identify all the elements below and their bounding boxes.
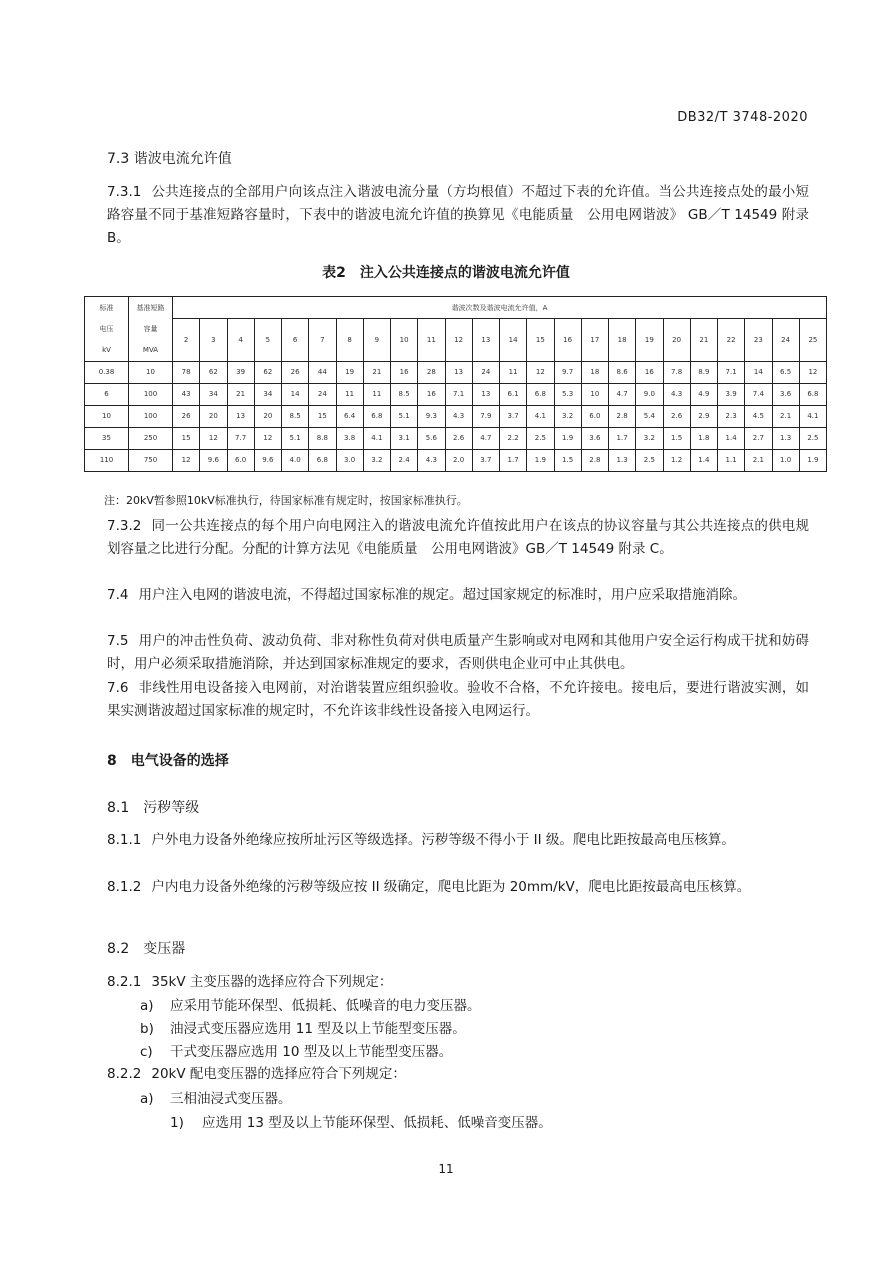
current-value-cell: 8.5 <box>391 383 418 405</box>
current-value-cell: 3.1 <box>391 427 418 449</box>
current-value-cell: 2.1 <box>772 405 799 427</box>
current-value-cell: 5.3 <box>554 383 581 405</box>
current-value-cell: 2.6 <box>445 427 472 449</box>
harmonic-orders-row <box>85 319 827 340</box>
current-value-cell: 21 <box>363 361 390 383</box>
current-value-cell: 12 <box>200 427 227 449</box>
paragraph-text: 户外电力设备外绝缘应按所址污区等级选择。污秽等级不得小于 II 级。爬电比距按最高电压核算。 <box>151 832 735 848</box>
current-value-cell: 3.6 <box>581 427 608 449</box>
harmonic-order-cell: 6 <box>282 319 309 362</box>
list-marker: 1) <box>170 1115 184 1131</box>
voltage-cell: 110 <box>85 449 129 471</box>
current-value-cell: 2.5 <box>636 449 663 471</box>
paragraph-number: 8.1.1 <box>107 832 142 848</box>
harmonic-order-cell: 12 <box>445 319 472 362</box>
current-value-cell: 4.9 <box>690 383 717 405</box>
current-value-cell: 1.3 <box>772 427 799 449</box>
current-value-cell: 5.6 <box>418 427 445 449</box>
paragraph-number: 7.6 <box>107 680 129 696</box>
current-value-cell: 6.4 <box>336 405 363 427</box>
current-value-cell: 3.7 <box>472 449 499 471</box>
list-marker: a) <box>140 998 154 1014</box>
capacity-header-1: 基准短路 <box>129 297 173 319</box>
current-value-cell: 5.4 <box>636 405 663 427</box>
paragraph-7-6 <box>107 677 809 723</box>
current-value-cell: 1.7 <box>609 427 636 449</box>
paragraph-text: 用户注入电网的谐波电流，不得超过国家标准的规定。超过国家规定的标准时，用户应采取措施消除。 <box>138 587 746 603</box>
harmonic-order-cell: 18 <box>609 319 636 362</box>
section-8-1-heading: 8.1 污秽等级 <box>107 800 200 816</box>
current-value-cell: 4.1 <box>799 405 826 427</box>
section-8-heading: 8 电气设备的选择 <box>107 753 229 769</box>
page-number: 11 <box>438 1162 454 1176</box>
paragraph-7-5 <box>107 630 809 676</box>
current-value-cell: 3.2 <box>363 449 390 471</box>
current-value-cell: 9.7 <box>554 361 581 383</box>
harmonic-order-cell: 10 <box>391 319 418 362</box>
current-value-cell: 2.0 <box>445 449 472 471</box>
voltage-header-3: kV <box>85 340 129 362</box>
current-value-cell: 6.8 <box>799 383 826 405</box>
paragraph-text: 20kV 配电变压器的选择应符合下列规定： <box>151 1066 406 1082</box>
current-value-cell: 4.1 <box>527 405 554 427</box>
current-value-cell: 4.7 <box>472 427 499 449</box>
list-item-a <box>140 994 481 1014</box>
harmonic-order-cell: 21 <box>690 319 717 362</box>
current-value-cell: 14 <box>282 383 309 405</box>
current-value-cell: 11 <box>363 383 390 405</box>
current-value-cell: 24 <box>472 361 499 383</box>
current-value-cell: 7.1 <box>718 361 745 383</box>
harmonic-order-cell: 8 <box>336 319 363 362</box>
voltage-cell: 0.38 <box>85 361 129 383</box>
harmonic-order-cell: 2 <box>173 319 200 362</box>
table-row <box>85 405 827 427</box>
capacity-cell: 10 <box>129 361 173 383</box>
current-value-cell: 4.7 <box>609 383 636 405</box>
current-value-cell: 3.9 <box>718 383 745 405</box>
current-value-cell: 2.3 <box>718 405 745 427</box>
harmonic-order-cell: 15 <box>527 319 554 362</box>
current-value-cell: 62 <box>200 361 227 383</box>
current-value-cell: 4.3 <box>445 405 472 427</box>
paragraph-text: 公共连接点的全部用户向该点注入谐波电流分量（方均根值）不超过下表的允许值。当公共连接点处的最小短路容量不同于基准短路容量时，下表中的谐波电流允许值的换算见《电能质量 公用电网谐波》 GB／T 14549 附录 B。 <box>107 184 809 246</box>
capacity-header-2: 容量 <box>129 319 173 340</box>
current-value-cell: 39 <box>227 361 254 383</box>
harmonic-order-cell: 19 <box>636 319 663 362</box>
current-value-cell: 6.5 <box>772 361 799 383</box>
current-value-cell: 3.7 <box>500 405 527 427</box>
current-value-cell: 12 <box>527 361 554 383</box>
current-value-cell: 21 <box>227 383 254 405</box>
current-value-cell: 9.6 <box>254 449 281 471</box>
current-value-cell: 7.1 <box>445 383 472 405</box>
current-value-cell: 3.8 <box>336 427 363 449</box>
list-item-c <box>140 1040 452 1060</box>
section-8-2-heading: 8.2 变压器 <box>107 941 186 957</box>
current-value-cell: 7.4 <box>745 383 772 405</box>
harmonic-order-cell: 22 <box>718 319 745 362</box>
harmonic-order-cell: 9 <box>363 319 390 362</box>
voltage-cell: 35 <box>85 427 129 449</box>
current-value-cell: 9.3 <box>418 405 445 427</box>
current-value-cell: 1.9 <box>799 449 826 471</box>
harmonic-order-cell: 14 <box>500 319 527 362</box>
current-value-cell: 2.9 <box>690 405 717 427</box>
current-value-cell: 3.2 <box>554 405 581 427</box>
current-value-cell: 19 <box>336 361 363 383</box>
paragraph-text: 用户的冲击性负荷、波动负荷、非对称性负荷对供电质量产生影响或对电网和其他用户安全运行构成干扰和妨碍时，用户必须采取措施消除，并达到国家标准规定的要求，否则供电企业可中止其供电。 <box>107 633 809 672</box>
current-value-cell: 5.1 <box>391 405 418 427</box>
list-item-1 <box>170 1111 552 1131</box>
current-value-cell: 13 <box>445 361 472 383</box>
harmonic-order-cell: 17 <box>581 319 608 362</box>
table-row <box>85 449 827 471</box>
list-text: 干式变压器应选用 10 型及以上节能型变压器。 <box>170 1044 453 1060</box>
harmonic-span-header: 谐波次数及谐波电流允许值，A <box>173 297 827 319</box>
current-value-cell: 34 <box>200 383 227 405</box>
list-marker: a) <box>140 1091 154 1107</box>
current-value-cell: 2.1 <box>745 449 772 471</box>
capacity-cell: 750 <box>129 449 173 471</box>
table-row <box>85 383 827 405</box>
list-text: 应选用 13 型及以上节能环保型、低损耗、低噪音变压器。 <box>202 1115 552 1131</box>
current-value-cell: 6.8 <box>309 449 336 471</box>
current-value-cell: 1.1 <box>718 449 745 471</box>
harmonic-order-cell: 4 <box>227 319 254 362</box>
current-value-cell: 3.0 <box>336 449 363 471</box>
current-value-cell: 2.6 <box>663 405 690 427</box>
voltage-cell: 10 <box>85 405 129 427</box>
paragraph-text: 35kV 主变压器的选择应符合下列规定： <box>151 974 393 990</box>
paragraph-text: 非线性用电设备接入电网前，对治谐装置应组织验收。验收不合格，不允许接电。接电后，要进行谐波实测，如果实测谐波超过国家标准的规定时，不允许该非线性设备接入电网运行。 <box>107 680 809 719</box>
voltage-cell: 6 <box>85 383 129 405</box>
current-value-cell: 6.8 <box>527 383 554 405</box>
list-text: 油浸式变压器应选用 11 型及以上节能型变压器。 <box>170 1021 466 1037</box>
current-value-cell: 7.8 <box>663 361 690 383</box>
current-value-cell: 24 <box>309 383 336 405</box>
current-value-cell: 26 <box>282 361 309 383</box>
current-value-cell: 12 <box>173 449 200 471</box>
current-value-cell: 8.6 <box>609 361 636 383</box>
section-7-3-heading: 7.3 谐波电流允许值 <box>107 151 232 167</box>
paragraph-8-1-1 <box>107 829 809 852</box>
harmonic-order-cell: 23 <box>745 319 772 362</box>
paragraph-7-3-1 <box>107 181 809 250</box>
list-item-a <box>140 1087 292 1107</box>
current-value-cell: 16 <box>636 361 663 383</box>
current-value-cell: 2.2 <box>500 427 527 449</box>
current-value-cell: 4.3 <box>663 383 690 405</box>
current-value-cell: 16 <box>418 383 445 405</box>
voltage-header-1: 标准 <box>85 297 129 319</box>
harmonic-order-cell: 3 <box>200 319 227 362</box>
current-value-cell: 8.5 <box>282 405 309 427</box>
paragraph-7-4 <box>107 584 809 607</box>
current-value-cell: 12 <box>254 427 281 449</box>
current-value-cell: 1.5 <box>663 427 690 449</box>
paragraph-text: 户内电力设备外绝缘的污秽等级应按 II 级确定，爬电比距为 20mm/kV，爬电比距按最高电压核算。 <box>151 879 751 895</box>
table-row <box>85 427 827 449</box>
current-value-cell: 2.7 <box>745 427 772 449</box>
current-value-cell: 2.8 <box>581 449 608 471</box>
harmonic-order-cell: 5 <box>254 319 281 362</box>
current-value-cell: 4.1 <box>363 427 390 449</box>
harmonic-current-table <box>84 296 827 472</box>
paragraph-number: 8.2.2 <box>107 1066 142 1082</box>
current-value-cell: 1.9 <box>527 449 554 471</box>
list-text: 三相油浸式变压器。 <box>170 1091 292 1107</box>
paragraph-number: 8.1.2 <box>107 879 142 895</box>
table-row <box>85 361 827 383</box>
current-value-cell: 1.7 <box>500 449 527 471</box>
current-value-cell: 9.0 <box>636 383 663 405</box>
current-value-cell: 11 <box>336 383 363 405</box>
current-value-cell: 15 <box>173 427 200 449</box>
current-value-cell: 9.6 <box>200 449 227 471</box>
current-value-cell: 4.5 <box>745 405 772 427</box>
harmonic-order-cell: 16 <box>554 319 581 362</box>
current-value-cell: 1.0 <box>772 449 799 471</box>
current-value-cell: 1.8 <box>690 427 717 449</box>
current-value-cell: 4.3 <box>418 449 445 471</box>
current-value-cell: 1.2 <box>663 449 690 471</box>
current-value-cell: 7.9 <box>472 405 499 427</box>
current-value-cell: 6.0 <box>227 449 254 471</box>
current-value-cell: 11 <box>500 361 527 383</box>
current-value-cell: 4.0 <box>282 449 309 471</box>
paragraph-text: 同一公共连接点的每个用户向电网注入的谐波电流允许值按此用户在该点的协议容量与其公共连接点的供电规划容量之比进行分配。分配的计算方法见《电能质量 公用电网谐波》GB／T 14549 附录 C。 <box>107 518 809 557</box>
paragraph-number: 7.4 <box>107 587 129 603</box>
current-value-cell: 16 <box>391 361 418 383</box>
current-value-cell: 6.0 <box>581 405 608 427</box>
harmonic-order-cell: 25 <box>799 319 826 362</box>
current-value-cell: 6.8 <box>363 405 390 427</box>
current-value-cell: 44 <box>309 361 336 383</box>
current-value-cell: 8.8 <box>309 427 336 449</box>
list-marker: b) <box>140 1021 154 1037</box>
current-value-cell: 26 <box>173 405 200 427</box>
paragraph-8-2-2 <box>107 1063 809 1086</box>
current-value-cell: 18 <box>581 361 608 383</box>
current-value-cell: 1.4 <box>718 427 745 449</box>
list-text: 应采用节能环保型、低损耗、低噪音的电力变压器。 <box>170 998 481 1014</box>
current-value-cell: 1.5 <box>554 449 581 471</box>
current-value-cell: 12 <box>799 361 826 383</box>
voltage-header-2: 电压 <box>85 319 129 340</box>
current-value-cell: 1.9 <box>554 427 581 449</box>
current-value-cell: 10 <box>581 383 608 405</box>
paragraph-number: 7.5 <box>107 633 129 649</box>
paragraph-number: 7.3.1 <box>107 184 142 200</box>
current-value-cell: 14 <box>745 361 772 383</box>
list-marker: c) <box>140 1044 153 1060</box>
capacity-header-3: MVA <box>129 340 173 362</box>
paragraph-8-1-2 <box>107 876 809 899</box>
harmonic-order-cell: 24 <box>772 319 799 362</box>
capacity-cell: 250 <box>129 427 173 449</box>
paragraph-number: 7.3.2 <box>107 518 142 534</box>
list-item-b <box>140 1017 466 1037</box>
current-value-cell: 8.9 <box>690 361 717 383</box>
current-value-cell: 5.1 <box>282 427 309 449</box>
current-value-cell: 1.3 <box>609 449 636 471</box>
harmonic-order-cell: 20 <box>663 319 690 362</box>
current-value-cell: 3.6 <box>772 383 799 405</box>
current-value-cell: 28 <box>418 361 445 383</box>
harmonic-order-cell: 11 <box>418 319 445 362</box>
paragraph-7-3-2 <box>107 515 809 561</box>
current-value-cell: 78 <box>173 361 200 383</box>
document-number: DB32/T 3748-2020 <box>677 110 808 125</box>
current-value-cell: 3.2 <box>636 427 663 449</box>
current-value-cell: 7.7 <box>227 427 254 449</box>
current-value-cell: 20 <box>200 405 227 427</box>
current-value-cell: 1.4 <box>690 449 717 471</box>
current-value-cell: 6.1 <box>500 383 527 405</box>
current-value-cell: 2.4 <box>391 449 418 471</box>
table-note: 注：20kV暂参照10kV标准执行，待国家标准有规定时，按国家标准执行。 <box>104 494 468 507</box>
current-value-cell: 62 <box>254 361 281 383</box>
harmonic-order-cell: 7 <box>309 319 336 362</box>
paragraph-8-2-1 <box>107 971 809 994</box>
current-value-cell: 2.5 <box>527 427 554 449</box>
current-value-cell: 20 <box>254 405 281 427</box>
current-value-cell: 43 <box>173 383 200 405</box>
current-value-cell: 15 <box>309 405 336 427</box>
current-value-cell: 13 <box>227 405 254 427</box>
current-value-cell: 2.8 <box>609 405 636 427</box>
table-header-row <box>85 297 827 319</box>
capacity-cell: 100 <box>129 405 173 427</box>
current-value-cell: 2.5 <box>799 427 826 449</box>
table-caption: 表2 注入公共连接点的谐波电流允许值 <box>322 265 570 281</box>
paragraph-number: 8.2.1 <box>107 974 142 990</box>
capacity-cell: 100 <box>129 383 173 405</box>
current-value-cell: 34 <box>254 383 281 405</box>
current-value-cell: 13 <box>472 383 499 405</box>
harmonic-order-cell: 13 <box>472 319 499 362</box>
